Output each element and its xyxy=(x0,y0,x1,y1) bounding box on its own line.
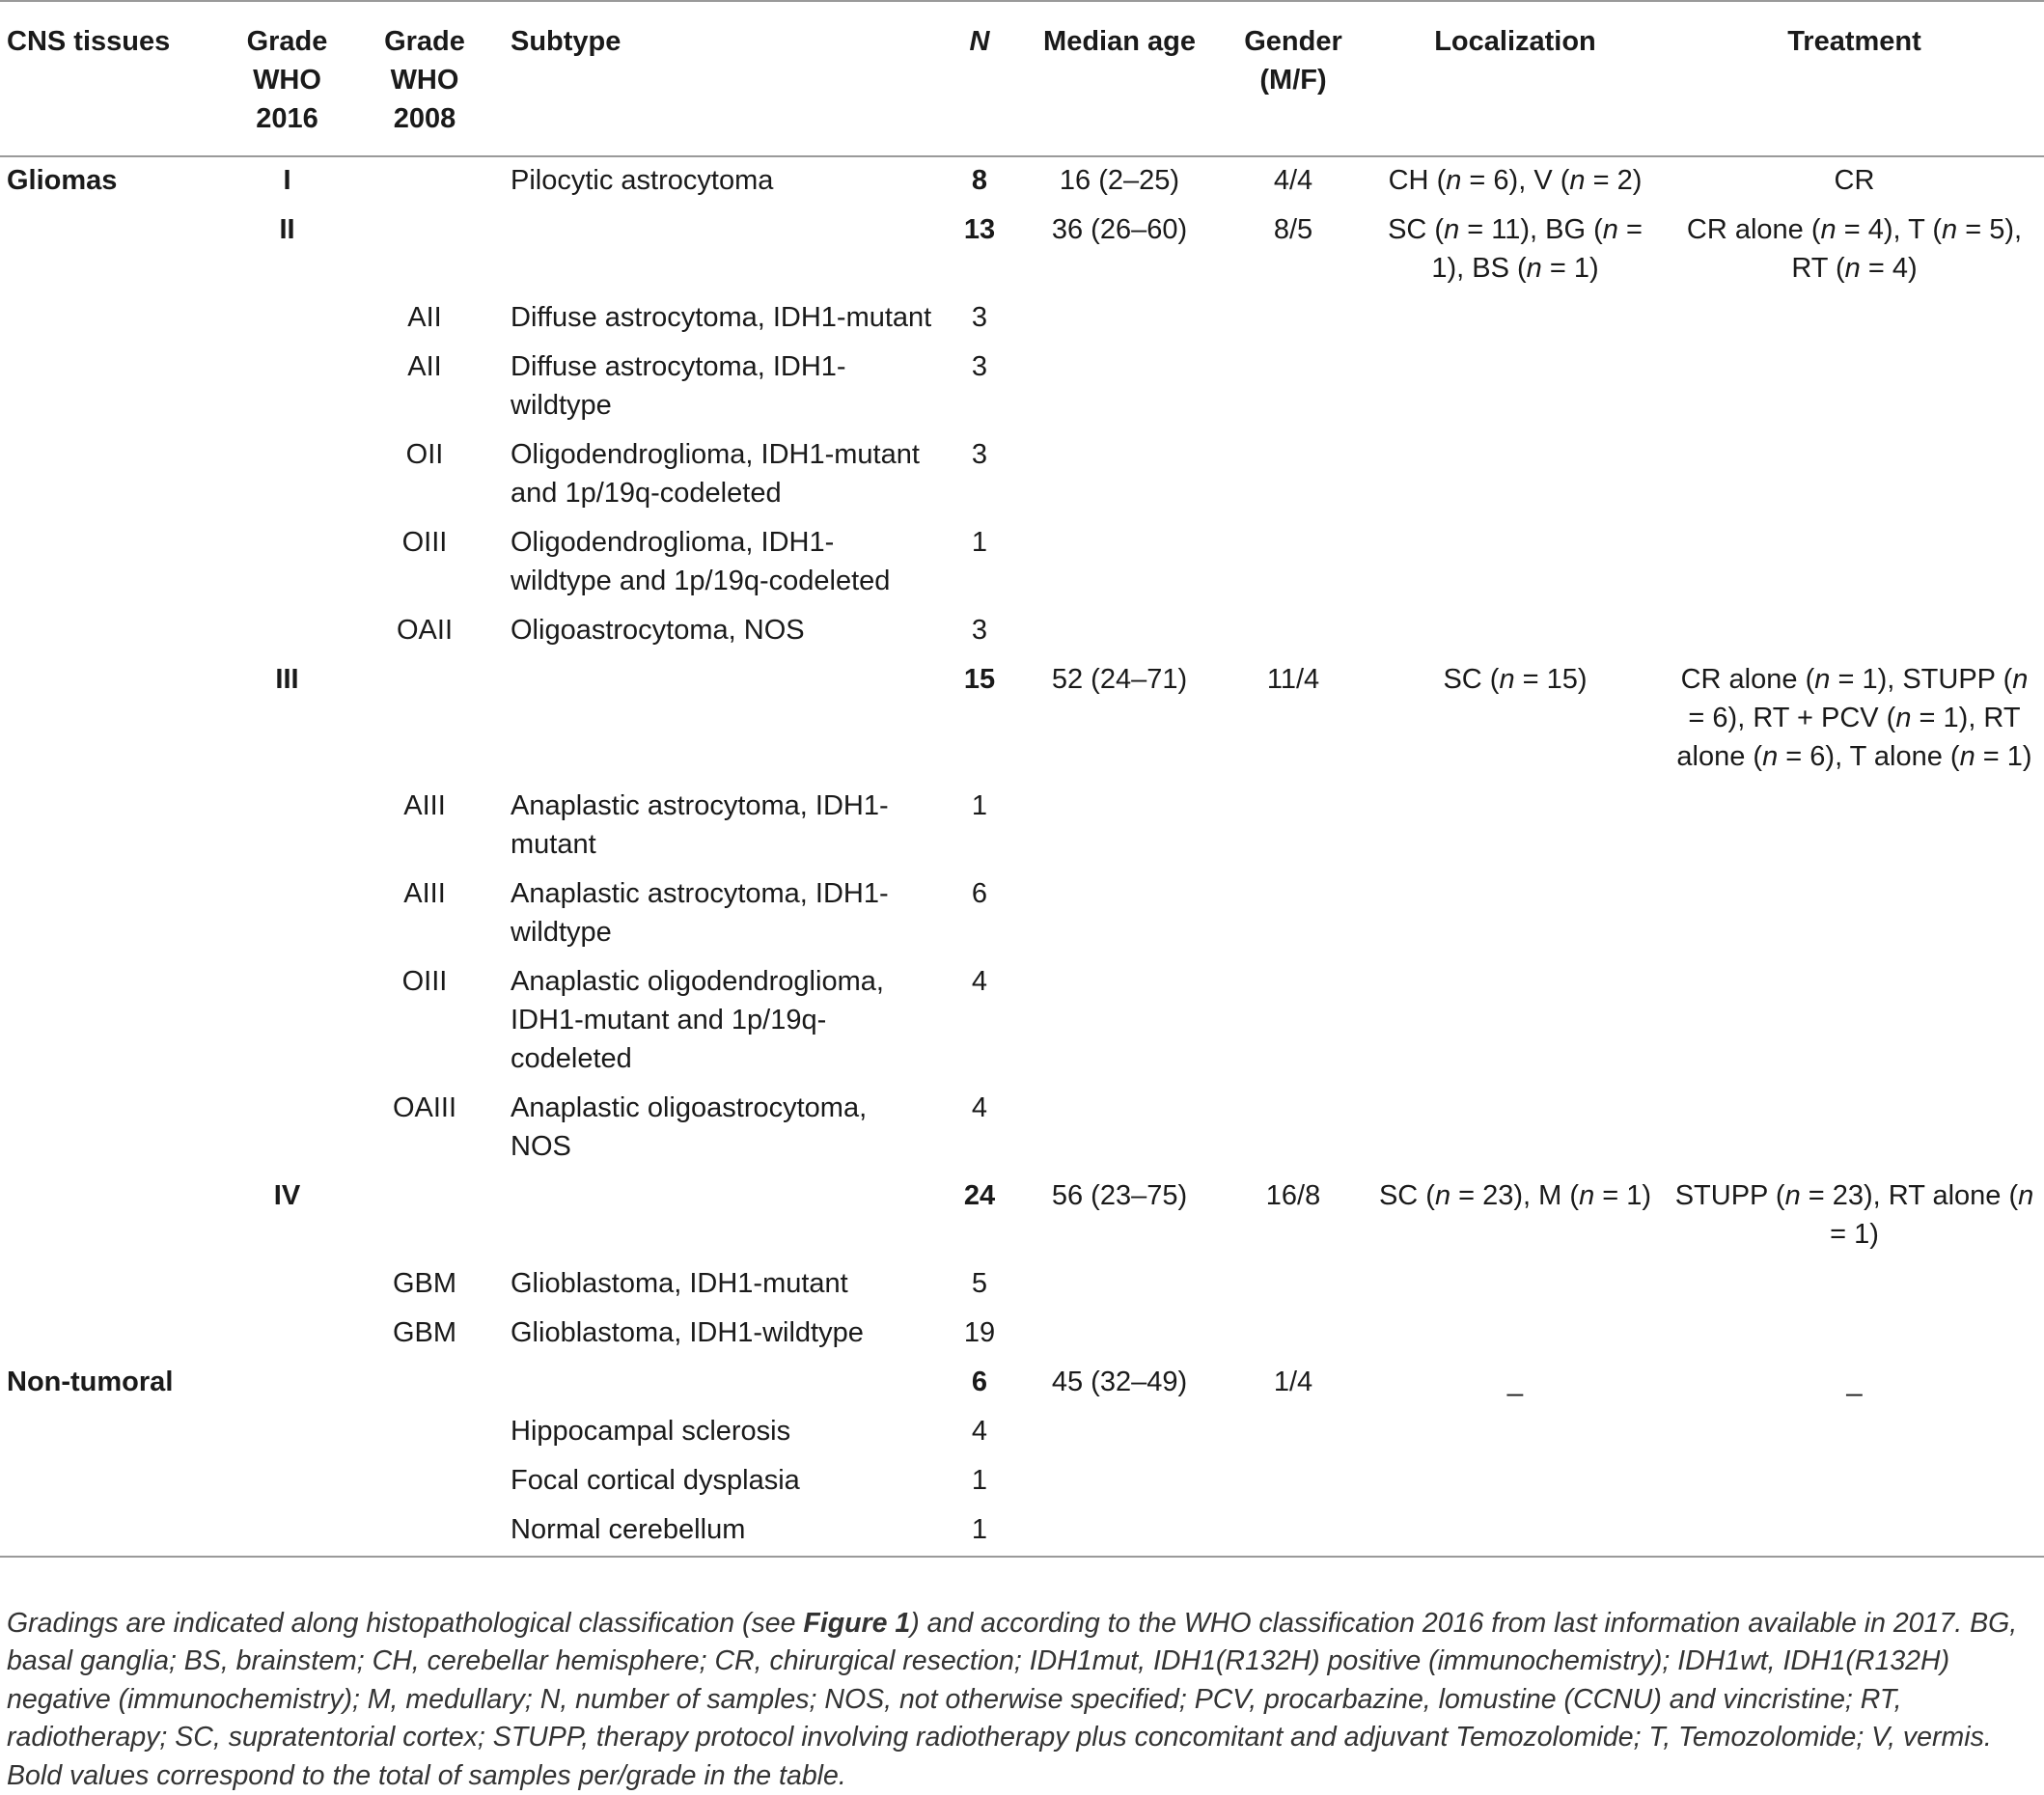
cell-treatment xyxy=(1665,1310,2044,1359)
cell-cns-tissue xyxy=(0,431,222,519)
cell-median-age xyxy=(1018,1457,1221,1506)
cell-median-age xyxy=(1018,783,1221,870)
cell-n: 5 xyxy=(941,1260,1018,1310)
cell-n: 3 xyxy=(941,431,1018,519)
cell-subtype: Anaplastic astrocytoma, IDH1-mutant xyxy=(497,783,941,870)
cell-median-age: 36 (26–60) xyxy=(1018,207,1221,294)
table-row xyxy=(0,519,2044,607)
cell-cns-tissue xyxy=(0,519,222,607)
table-row xyxy=(0,207,2044,294)
cell-subtype xyxy=(497,656,941,783)
n-variable: n xyxy=(2012,664,2028,695)
table-row xyxy=(0,958,2044,1085)
table-row xyxy=(0,1085,2044,1173)
cell-localization xyxy=(1366,519,1665,607)
cell-grade-who-2008: AIII xyxy=(352,783,497,870)
cell-subtype: Oligoastrocytoma, NOS xyxy=(497,607,941,656)
cell-localization: CH (n = 6), V (n = 2) xyxy=(1366,156,1665,207)
cell-localization xyxy=(1366,1260,1665,1310)
cell-treatment xyxy=(1665,1506,2044,1557)
cell-subtype: Anaplastic astrocytoma, IDH1-wildtype xyxy=(497,870,941,958)
table-row xyxy=(0,1359,2044,1408)
cell-cns-tissue xyxy=(0,344,222,431)
cell-median-age xyxy=(1018,431,1221,519)
cell-gender xyxy=(1221,607,1366,656)
header-treatment: Treatment xyxy=(1665,1,2044,156)
cell-treatment: CR xyxy=(1665,156,2044,207)
cell-subtype: Oligodendroglioma, IDH1-mutant and 1p/19q-codeleted xyxy=(497,431,941,519)
cell-cns-tissue xyxy=(0,958,222,1085)
cell-grade-who-2016 xyxy=(222,958,352,1085)
cell-localization xyxy=(1366,431,1665,519)
cell-n: 6 xyxy=(941,870,1018,958)
table-row xyxy=(0,656,2044,783)
cell-n: 13 xyxy=(941,207,1018,294)
cell-localization xyxy=(1366,1457,1665,1506)
cell-subtype: Pilocytic astrocytoma xyxy=(497,156,941,207)
cell-cns-tissue xyxy=(0,607,222,656)
header-row xyxy=(0,1,2044,156)
cell-median-age xyxy=(1018,1085,1221,1173)
table-header xyxy=(0,1,2044,156)
n-variable: n xyxy=(1499,664,1514,695)
cell-treatment xyxy=(1665,1408,2044,1457)
cell-grade-who-2008: AII xyxy=(352,294,497,344)
cell-localization xyxy=(1366,344,1665,431)
table-row xyxy=(0,156,2044,207)
cell-grade-who-2008 xyxy=(352,656,497,783)
cell-grade-who-2016 xyxy=(222,1457,352,1506)
cell-subtype: Anaplastic oligoastrocytoma, NOS xyxy=(497,1085,941,1173)
table-footnote xyxy=(7,1605,2033,1795)
cell-localization xyxy=(1366,1085,1665,1173)
cell-cns-tissue xyxy=(0,1173,222,1260)
cell-grade-who-2008 xyxy=(352,1457,497,1506)
cell-localization xyxy=(1366,607,1665,656)
cell-grade-who-2016 xyxy=(222,519,352,607)
cell-n: 1 xyxy=(941,1457,1018,1506)
cell-cns-tissue xyxy=(0,870,222,958)
cell-gender xyxy=(1221,870,1366,958)
cell-treatment: CR alone (n = 4), T (n = 5), RT (n = 4) xyxy=(1665,207,2044,294)
cell-cns-tissue xyxy=(0,1506,222,1557)
table-row xyxy=(0,607,2044,656)
cell-gender: 11/4 xyxy=(1221,656,1366,783)
n-variable: n xyxy=(1435,1180,1450,1211)
cell-gender: 4/4 xyxy=(1221,156,1366,207)
cell-subtype: Diffuse astrocytoma, IDH1-wildtype xyxy=(497,344,941,431)
figure-1-link[interactable]: Figure 1 xyxy=(803,1608,910,1639)
cell-gender: 8/5 xyxy=(1221,207,1366,294)
cell-median-age xyxy=(1018,1310,1221,1359)
cell-grade-who-2008: AIII xyxy=(352,870,497,958)
cell-n: 4 xyxy=(941,1408,1018,1457)
table-row xyxy=(0,344,2044,431)
cell-grade-who-2008 xyxy=(352,1173,497,1260)
cell-median-age xyxy=(1018,1260,1221,1310)
cell-localization: SC (n = 11), BG (n = 1), BS (n = 1) xyxy=(1366,207,1665,294)
cell-localization xyxy=(1366,1408,1665,1457)
cell-subtype xyxy=(497,1173,941,1260)
cell-treatment: _ xyxy=(1665,1359,2044,1408)
cell-cns-tissue: Gliomas xyxy=(0,156,222,207)
cell-treatment: STUPP (n = 23), RT alone (n = 1) xyxy=(1665,1173,2044,1260)
cell-n: 6 xyxy=(941,1359,1018,1408)
cell-grade-who-2008 xyxy=(352,207,497,294)
cell-grade-who-2016 xyxy=(222,1310,352,1359)
cell-gender: 16/8 xyxy=(1221,1173,1366,1260)
table-row xyxy=(0,294,2044,344)
footnote-text-1: Gradings are indicated along histopathological classification (see xyxy=(7,1608,803,1639)
n-variable: n xyxy=(1960,741,1975,772)
cell-treatment xyxy=(1665,344,2044,431)
cell-treatment xyxy=(1665,431,2044,519)
cell-grade-who-2008 xyxy=(352,1359,497,1408)
cell-gender xyxy=(1221,1260,1366,1310)
cell-median-age: 52 (24–71) xyxy=(1018,656,1221,783)
cell-subtype xyxy=(497,1359,941,1408)
cell-n: 8 xyxy=(941,156,1018,207)
table-row xyxy=(0,1457,2044,1506)
cell-treatment xyxy=(1665,783,2044,870)
cell-gender xyxy=(1221,1506,1366,1557)
cell-subtype: Focal cortical dysplasia xyxy=(497,1457,941,1506)
cell-n: 3 xyxy=(941,607,1018,656)
cell-grade-who-2016: I xyxy=(222,156,352,207)
cell-cns-tissue xyxy=(0,1085,222,1173)
cell-subtype xyxy=(497,207,941,294)
n-variable: n xyxy=(1821,214,1837,245)
cell-gender xyxy=(1221,519,1366,607)
cell-subtype: Glioblastoma, IDH1-wildtype xyxy=(497,1310,941,1359)
cell-subtype: Anaplastic oligodendroglioma, IDH1-mutant and 1p/19q-codeleted xyxy=(497,958,941,1085)
cell-subtype: Glioblastoma, IDH1-mutant xyxy=(497,1260,941,1310)
cell-median-age xyxy=(1018,958,1221,1085)
n-variable: n xyxy=(1603,214,1618,245)
cell-grade-who-2016 xyxy=(222,1085,352,1173)
footnote-text-2: ) and according to the WHO classification 2016 from last information available in 2017. BG, basal ganglia; BS, brainstem; CH, cerebellar hemisphere; CR, chirurgical resection; IDH1mut, IDH1(R132H) positive (immunochemistry); IDH1wt, IDH1(R132H) negative (immunochemistry); M, medullary; N, number of samples; NOS, not otherwise specified; PCV, procarbazine, lomustine (CCNU) and vincristine; RT, radiotherapy; SC, supratentorial cortex; STUPP, therapy protocol involving radiotherapy plus concomitant and adjuvant Temozolomide; T, Temozolomide; V, vermis. Bold values correspond to the total of samples per/grade in the table. xyxy=(7,1608,2017,1791)
cell-median-age xyxy=(1018,1408,1221,1457)
cell-median-age xyxy=(1018,344,1221,431)
header-cns-tissues: CNS tissues xyxy=(0,1,222,156)
cell-treatment xyxy=(1665,519,2044,607)
cell-median-age: 16 (2–25) xyxy=(1018,156,1221,207)
cell-subtype: Diffuse astrocytoma, IDH1-mutant xyxy=(497,294,941,344)
cell-treatment xyxy=(1665,1085,2044,1173)
cell-median-age xyxy=(1018,1506,1221,1557)
cell-n: 4 xyxy=(941,958,1018,1085)
cell-cns-tissue xyxy=(0,783,222,870)
cell-grade-who-2016: II xyxy=(222,207,352,294)
header-grade-who-2016: Grade WHO 2016 xyxy=(222,1,352,156)
cell-treatment xyxy=(1665,870,2044,958)
cell-grade-who-2016: III xyxy=(222,656,352,783)
cell-subtype: Normal cerebellum xyxy=(497,1506,941,1557)
cell-localization xyxy=(1366,294,1665,344)
cell-n: 1 xyxy=(941,519,1018,607)
cell-grade-who-2016 xyxy=(222,783,352,870)
cell-grade-who-2016 xyxy=(222,431,352,519)
cell-n: 15 xyxy=(941,656,1018,783)
cell-grade-who-2008 xyxy=(352,156,497,207)
n-variable: n xyxy=(2018,1180,2033,1211)
n-variable: n xyxy=(1579,1180,1594,1211)
cell-gender xyxy=(1221,344,1366,431)
table-row xyxy=(0,1310,2044,1359)
cell-n: 3 xyxy=(941,294,1018,344)
cell-gender: 1/4 xyxy=(1221,1359,1366,1408)
cell-median-age: 45 (32–49) xyxy=(1018,1359,1221,1408)
cell-median-age xyxy=(1018,870,1221,958)
cell-gender xyxy=(1221,783,1366,870)
cell-gender xyxy=(1221,1310,1366,1359)
cell-grade-who-2016 xyxy=(222,1408,352,1457)
header-localization: Localization xyxy=(1366,1,1665,156)
cell-treatment: CR alone (n = 1), STUPP (n = 6), RT + PCV (n = 1), RT alone (n = 6), T alone (n = 1) xyxy=(1665,656,2044,783)
cell-n: 1 xyxy=(941,783,1018,870)
n-variable: n xyxy=(1444,214,1459,245)
cell-grade-who-2016 xyxy=(222,344,352,431)
cell-gender xyxy=(1221,294,1366,344)
cell-subtype: Oligodendroglioma, IDH1-wildtype and 1p/19q-codeleted xyxy=(497,519,941,607)
cell-median-age xyxy=(1018,294,1221,344)
cell-cns-tissue: Non-tumoral xyxy=(0,1359,222,1408)
table-row xyxy=(0,783,2044,870)
cell-cns-tissue xyxy=(0,207,222,294)
cell-gender xyxy=(1221,1457,1366,1506)
table-row xyxy=(0,870,2044,958)
table-row xyxy=(0,1506,2044,1557)
cell-localization xyxy=(1366,1506,1665,1557)
cell-median-age xyxy=(1018,607,1221,656)
cell-grade-who-2008: AII xyxy=(352,344,497,431)
cell-localization xyxy=(1366,958,1665,1085)
table-row xyxy=(0,1408,2044,1457)
n-variable: n xyxy=(1527,253,1542,284)
cell-gender xyxy=(1221,431,1366,519)
cell-cns-tissue xyxy=(0,656,222,783)
cell-gender xyxy=(1221,1408,1366,1457)
cell-n: 1 xyxy=(941,1506,1018,1557)
cell-grade-who-2008: GBM xyxy=(352,1310,497,1359)
cell-grade-who-2016: IV xyxy=(222,1173,352,1260)
cell-grade-who-2008: OIII xyxy=(352,519,497,607)
cell-gender xyxy=(1221,958,1366,1085)
table-body xyxy=(0,156,2044,1557)
n-variable: n xyxy=(1845,253,1861,284)
cell-treatment xyxy=(1665,1457,2044,1506)
header-median-age: Median age xyxy=(1018,1,1221,156)
cell-n: 24 xyxy=(941,1173,1018,1260)
header-subtype: Subtype xyxy=(497,1,941,156)
cell-n: 4 xyxy=(941,1085,1018,1173)
header-gender: Gender (M/F) xyxy=(1221,1,1366,156)
cell-cns-tissue xyxy=(0,1310,222,1359)
cell-localization xyxy=(1366,870,1665,958)
n-variable: n xyxy=(1895,703,1911,733)
cell-grade-who-2016 xyxy=(222,1359,352,1408)
n-variable: n xyxy=(1785,1180,1801,1211)
cell-cns-tissue xyxy=(0,1408,222,1457)
cell-treatment xyxy=(1665,1260,2044,1310)
table-row xyxy=(0,431,2044,519)
n-variable: n xyxy=(1569,165,1585,196)
cell-localization xyxy=(1366,783,1665,870)
cell-grade-who-2008: GBM xyxy=(352,1260,497,1310)
n-variable: n xyxy=(1814,664,1830,695)
header-grade-who-2008: Grade WHO 2008 xyxy=(352,1,497,156)
cell-grade-who-2016 xyxy=(222,1506,352,1557)
cell-localization: SC (n = 23), M (n = 1) xyxy=(1366,1173,1665,1260)
n-variable: n xyxy=(1762,741,1778,772)
n-variable: n xyxy=(1942,214,1957,245)
header-n: N xyxy=(941,1,1018,156)
cell-cns-tissue xyxy=(0,1457,222,1506)
table-row xyxy=(0,1260,2044,1310)
cell-grade-who-2008: OAIII xyxy=(352,1085,497,1173)
cell-n: 19 xyxy=(941,1310,1018,1359)
cell-localization: SC (n = 15) xyxy=(1366,656,1665,783)
cell-subtype: Hippocampal sclerosis xyxy=(497,1408,941,1457)
cell-gender xyxy=(1221,1085,1366,1173)
cell-grade-who-2016 xyxy=(222,294,352,344)
cell-n: 3 xyxy=(941,344,1018,431)
table-row xyxy=(0,1173,2044,1260)
cell-grade-who-2008 xyxy=(352,1408,497,1457)
cell-grade-who-2008: OIII xyxy=(352,958,497,1085)
cell-localization xyxy=(1366,1310,1665,1359)
cell-treatment xyxy=(1665,958,2044,1085)
cell-localization: _ xyxy=(1366,1359,1665,1408)
n-variable: n xyxy=(1446,165,1461,196)
cell-grade-who-2016 xyxy=(222,607,352,656)
cell-cns-tissue xyxy=(0,1260,222,1310)
cell-grade-who-2016 xyxy=(222,1260,352,1310)
cell-median-age: 56 (23–75) xyxy=(1018,1173,1221,1260)
cell-grade-who-2008: OII xyxy=(352,431,497,519)
cell-treatment xyxy=(1665,294,2044,344)
cell-treatment xyxy=(1665,607,2044,656)
cell-grade-who-2016 xyxy=(222,870,352,958)
cell-grade-who-2008: OAII xyxy=(352,607,497,656)
cell-median-age xyxy=(1018,519,1221,607)
cell-grade-who-2008 xyxy=(352,1506,497,1557)
cell-cns-tissue xyxy=(0,294,222,344)
